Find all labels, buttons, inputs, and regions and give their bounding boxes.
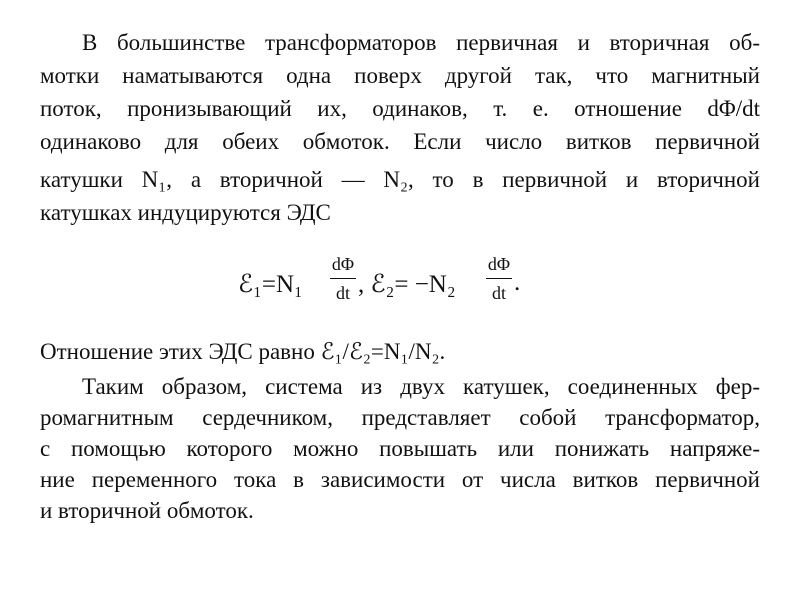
text-line: ние переменного тока в зависимости от числа витков первичной [40, 467, 760, 492]
emf-formula [238, 252, 568, 312]
fraction-numerator: dΦ [331, 254, 355, 274]
fraction-denominator: dt [491, 283, 506, 303]
formula-emf1: ℰ₁=N₁ [238, 271, 303, 298]
ratio-line: Отношение этих ЭДС равно ℰ₁/ℰ₂=N₁/N₂. [40, 339, 446, 364]
fraction-denominator: dt [335, 283, 350, 303]
text-line: В большинстве трансформаторов первичная и вторичная об- [82, 30, 760, 55]
text-line: поток, пронизывающий их, одинаков, т. е. отношение dΦ/dt [40, 96, 760, 121]
text-line: мотки наматываются одна поверх другой так, что магнитный [40, 63, 760, 88]
fraction-numerator: dΦ [487, 254, 511, 274]
fraction-bar [330, 278, 356, 279]
text-line: с помощью которого можно повышать или понижать напряже- [40, 436, 760, 461]
formula-end: . [514, 269, 521, 296]
text-line: Таким образом, система из двух катушек, соединенных фер- [82, 374, 760, 399]
formula-emf2: , ℰ₂= −N₂ [358, 271, 456, 298]
text-line: одинаково для обеих обмоток. Если число витков первичной [40, 129, 760, 154]
text-line: катушках индуцируются ЭДС [40, 200, 331, 225]
text-line: ромагнитным сердечником, представляет собой трансформатор, [40, 405, 760, 430]
formula-fraction-1 [330, 252, 356, 305]
fraction-bar [486, 278, 512, 279]
formula-fraction-2 [486, 252, 512, 305]
text-line: и вторичной обмоток. [40, 498, 254, 523]
text-line: катушки N₁, а вторичной — N₂, то в первичной и вторичной [40, 167, 760, 192]
